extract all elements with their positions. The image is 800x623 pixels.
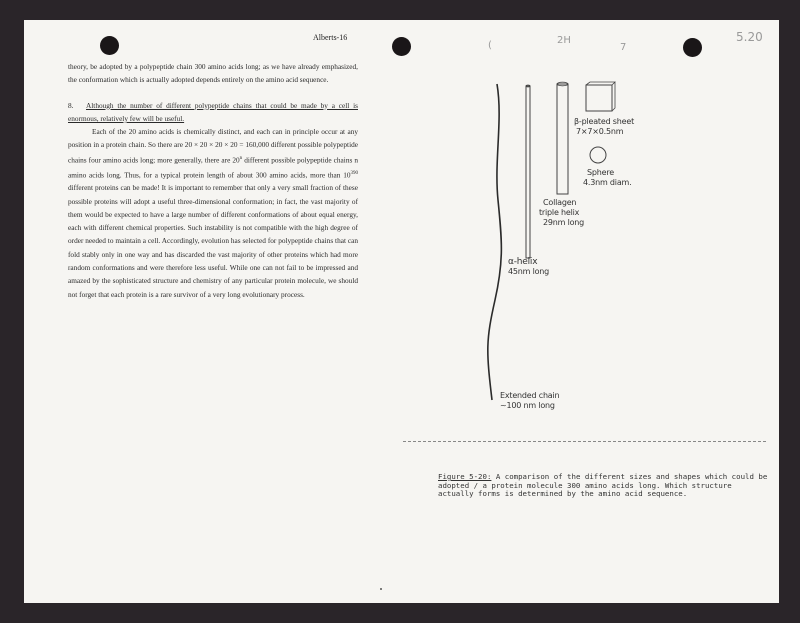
main-paragraph: Each of the 20 amino acids is chemically distinct, and each can in principle occur at any position in a protein chain. So there are 20 × 20 × 20 × 20 = 160,000 different possible polypeptide chains four amino acids long; more generally, there are 20$^n$ different possible polypeptide chains n amino acids long. Thus, for a typical protein length of about 300 amino acids, more than $10^{390}$ different proteins can be made! It is important to remember that only a very small fraction of these possible proteins will adopt a useful three-dimensional conformation; in fact, the vast majority of them would be expected to have a large number of different conformations of about equal energy, each with different chemical properties. Such instability is not compatible with the high degree of order needed to maintain a cell. Accordingly, evolution has selected for polypeptide chains that can fold stably only in one way and has discarded the vast majority of other proteins which had more random conformations and were therefore less useful. While one can not fail to be impressed and amazed by the sophisticated structure and chemistry of any particular protein molecule, we should not forget that each protein is a rare survivor of a very long evolutionary process.	[68, 127, 358, 299]
extended-chain-label: Extended chain ~100 nm long	[500, 391, 560, 410]
pencil-mark-left: (	[488, 40, 492, 51]
pencil-page-number: 5.20	[736, 30, 763, 44]
sphere-shape	[590, 147, 606, 163]
beta-sheet-label: β-pleated sheet 7×7×0.5nm	[574, 117, 635, 136]
alpha-helix-label: α-helix 45nm long	[508, 257, 550, 276]
figure-caption-text: A comparison of the different sizes and shapes which could be adopted / a protein molecule 300 amino acids long. Which structure actually forms is determined by the amino acid sequence.	[438, 472, 768, 499]
page-speck	[380, 588, 382, 590]
item-heading: Although the number of different polypeptide chains that could be made by a cell is enormous, relatively few will be useful.	[68, 100, 358, 123]
figure-caption-label: Figure 5-20:	[438, 472, 492, 481]
collagen-label: Collagen triple helix 29nm long	[539, 198, 585, 227]
page-label: Alberts-16	[313, 33, 348, 42]
collagen-rod	[557, 84, 568, 194]
alpha-helix-rod	[526, 86, 530, 258]
continuation-paragraph: theory, be adopted by a polypeptide chain 300 amino acids long; as we have already emphasized, the conformation which is actually adopted depends entirely on the amino acid sequence.	[68, 62, 358, 85]
pencil-mark-mid: 2H	[557, 35, 571, 46]
beta-sheet-shape	[586, 85, 612, 111]
item-number: 8.	[68, 100, 74, 110]
figure-divider	[403, 441, 766, 442]
figure-caption	[438, 473, 768, 499]
sphere-label: Sphere 4.3nm diam.	[583, 168, 632, 187]
pencil-mark-right: 7	[620, 42, 627, 53]
extended-chain-line	[488, 84, 502, 400]
